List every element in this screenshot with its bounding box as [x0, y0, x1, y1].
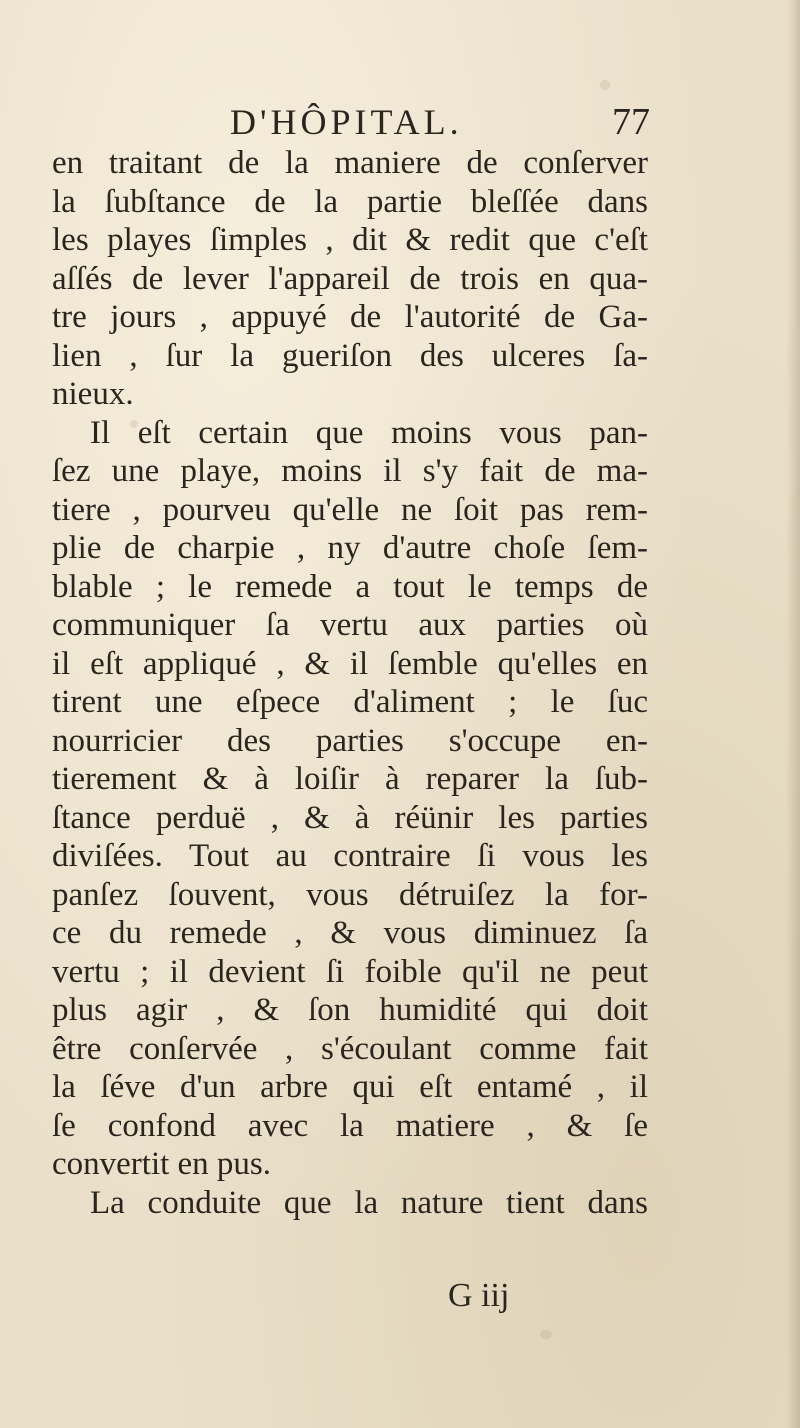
body-text — [52, 144, 648, 1222]
text-line: blable ; le remede a tout le temps de — [52, 568, 648, 605]
text-line: la ſubſtance de la partie bleſſée dans — [52, 183, 648, 220]
text-line: plie de charpie , ny d'autre choſe ſem- — [52, 530, 648, 566]
text-line: ſtance perduë , & à réünir les parties — [52, 799, 648, 836]
page-number: 77 — [612, 101, 650, 143]
paper-spot — [540, 1330, 552, 1339]
text-line: être conſervée , s'écoulant comme fait — [52, 1030, 648, 1067]
text-line: plus agir , & ſon humidité qui doit — [52, 992, 648, 1028]
text-line: vertu ; il devient ſi foible qu'il ne peut — [52, 953, 648, 990]
text-line: nieux. — [52, 376, 134, 412]
text-line: panſez ſouvent, vous détruiſez la for- — [52, 876, 648, 913]
text-line: les playes ſimples , dit & redit que c'eſt — [52, 222, 648, 258]
text-line: la ſéve d'un arbre qui eſt entamé , il — [52, 1069, 648, 1105]
text-line: en traitant de la maniere de conſerver — [52, 145, 648, 181]
paper-spot — [600, 80, 610, 90]
text-line: nourricier des parties s'occupe en- — [52, 722, 648, 759]
text-line: aſſés de lever l'appareil de trois en qua- — [52, 260, 648, 297]
page-edge-shadow — [786, 0, 800, 1428]
text-line: diviſées. Tout au contraire ſi vous les — [52, 838, 648, 874]
text-line: ce du remede , & vous diminuez ſa — [52, 915, 648, 951]
text-line: convertit en pus. — [52, 1146, 272, 1182]
text-line: il eſt appliqué , & il ſemble qu'elles en — [52, 645, 648, 682]
text-line: ſe confond avec la matiere , & ſe — [52, 1107, 648, 1144]
text-line: lien , ſur la gueriſon des ulceres ſa- — [52, 337, 648, 374]
text-line: tirent une eſpece d'aliment ; le ſuc — [52, 684, 648, 720]
text-line: tre jours , appuyé de l'autorité de Ga- — [52, 299, 648, 335]
text-line: ſez une playe, moins il s'y fait de ma- — [52, 453, 648, 489]
text-line: communiquer ſa vertu aux parties où — [52, 607, 648, 643]
paragraph-first-line: Il eſt certain que moins vous pan- — [90, 414, 648, 451]
signature-mark: G iij — [448, 1277, 510, 1314]
page-header — [230, 100, 650, 144]
paragraph-first-line: La conduite que la nature tient dans — [90, 1184, 648, 1221]
running-title: D'HÔPITAL. — [230, 102, 463, 142]
text-line: tierement & à loiſir à reparer la ſub- — [52, 761, 648, 797]
text-line: tiere , pourveu qu'elle ne ſoit pas rem- — [52, 491, 648, 528]
